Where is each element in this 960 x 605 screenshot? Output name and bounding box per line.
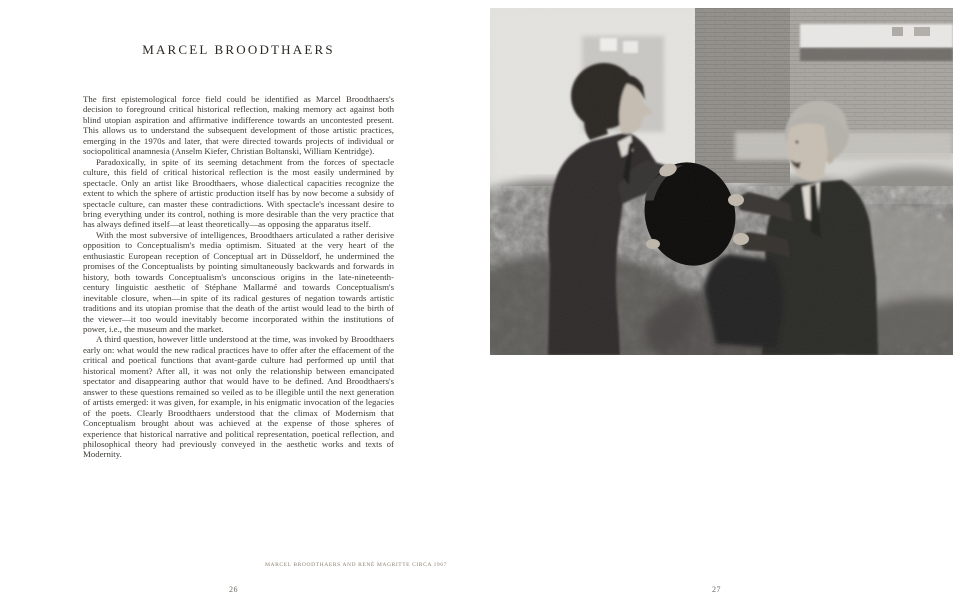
page-number-right: 27 xyxy=(712,585,721,594)
photo-caption: MARCEL BROODTHAERS AND RENÉ MAGRITTE CIRCA 1967 xyxy=(265,562,447,568)
essay-paragraph: Paradoxically, in spite of its seeming detachment from the forces of spectacle culture, this field of critical historical reflection is the most easily undermined by spectacle. Only an artist like Broodthaers, whose dialectical capacities recognize the extent to which the sphere of artistic production itself has by now become a subsidy of spectacle culture, can master these contradictions. With spectacle's incessant desire to bring everything under its control, nothing is more desirable than the very practice that has always defined itself—at least theoretically—as opposing the apparatus itself. xyxy=(83,156,394,230)
essay-text xyxy=(83,94,394,460)
photo-grain xyxy=(490,8,953,355)
essay-paragraph: A third question, however little understood at the time, was invoked by Broodthaers early on: what would the new radical practices have to offer after the effacement of the critical and poetical functions that avant-garde culture had performed up until that historical moment? After all, it was not only the relationship between emancipated spectator and disappearing author that would have to be defined. And Broodthaers's answer to these questions remained so veiled as to be illegible until the next generation of artists emerged: it was given, for example, in his enigmatic invocation of the legacies of the poets. Clearly Broodthaers understood that the climax of Modernism that Conceptualism brought about was achieved at the expense of those spheres of experience that historical narrative and political representation, poetical reflection, and philosophical theory had previously conveyed in the aesthetic works and texts of Modernity. xyxy=(83,334,394,460)
page-number-left: 26 xyxy=(229,585,238,594)
photograph xyxy=(490,8,953,355)
page-title: MARCEL BROODTHAERS xyxy=(142,42,335,57)
essay-paragraph: The first epistemological force field could be identified as Marcel Broodthaers's decision to foreground critical historical reflection, making memory act against both blind utopian aspiration and affirmative indifference towards an uncontested present. This allows us to understand the subsequent development of those artistic practices, emerging in the 1970s and later, that were directed towards projects of individual or sociopolitical anamnesia (Anselm Kiefer, Christian Boltanski, William Kentridge). xyxy=(83,94,394,157)
essay-paragraph: With the most subversive of intelligences, Broodthaers articulated a rather derisive opposition to Conceptualism's media optimism. Situated at the very heart of the enthusiastic European reception of Conceptual art in Düsseldorf, he undermined the promises of the Conceptualists by pointing simultaneously backwards and forwards in history, both towards Conceptualism's unconscious origins in the late-nineteenth-century linguistic aesthetic of Stéphane Mallarmé and towards Conceptualism's inevitable closure, when—in spite of its radical gestures of negation towards artistic traditions and its utopian promise that the death of the artist would lead to the birth of the viewer—it too would inevitably become incorporated within the institutions of power, i.e., the museum and the market. xyxy=(83,229,394,334)
